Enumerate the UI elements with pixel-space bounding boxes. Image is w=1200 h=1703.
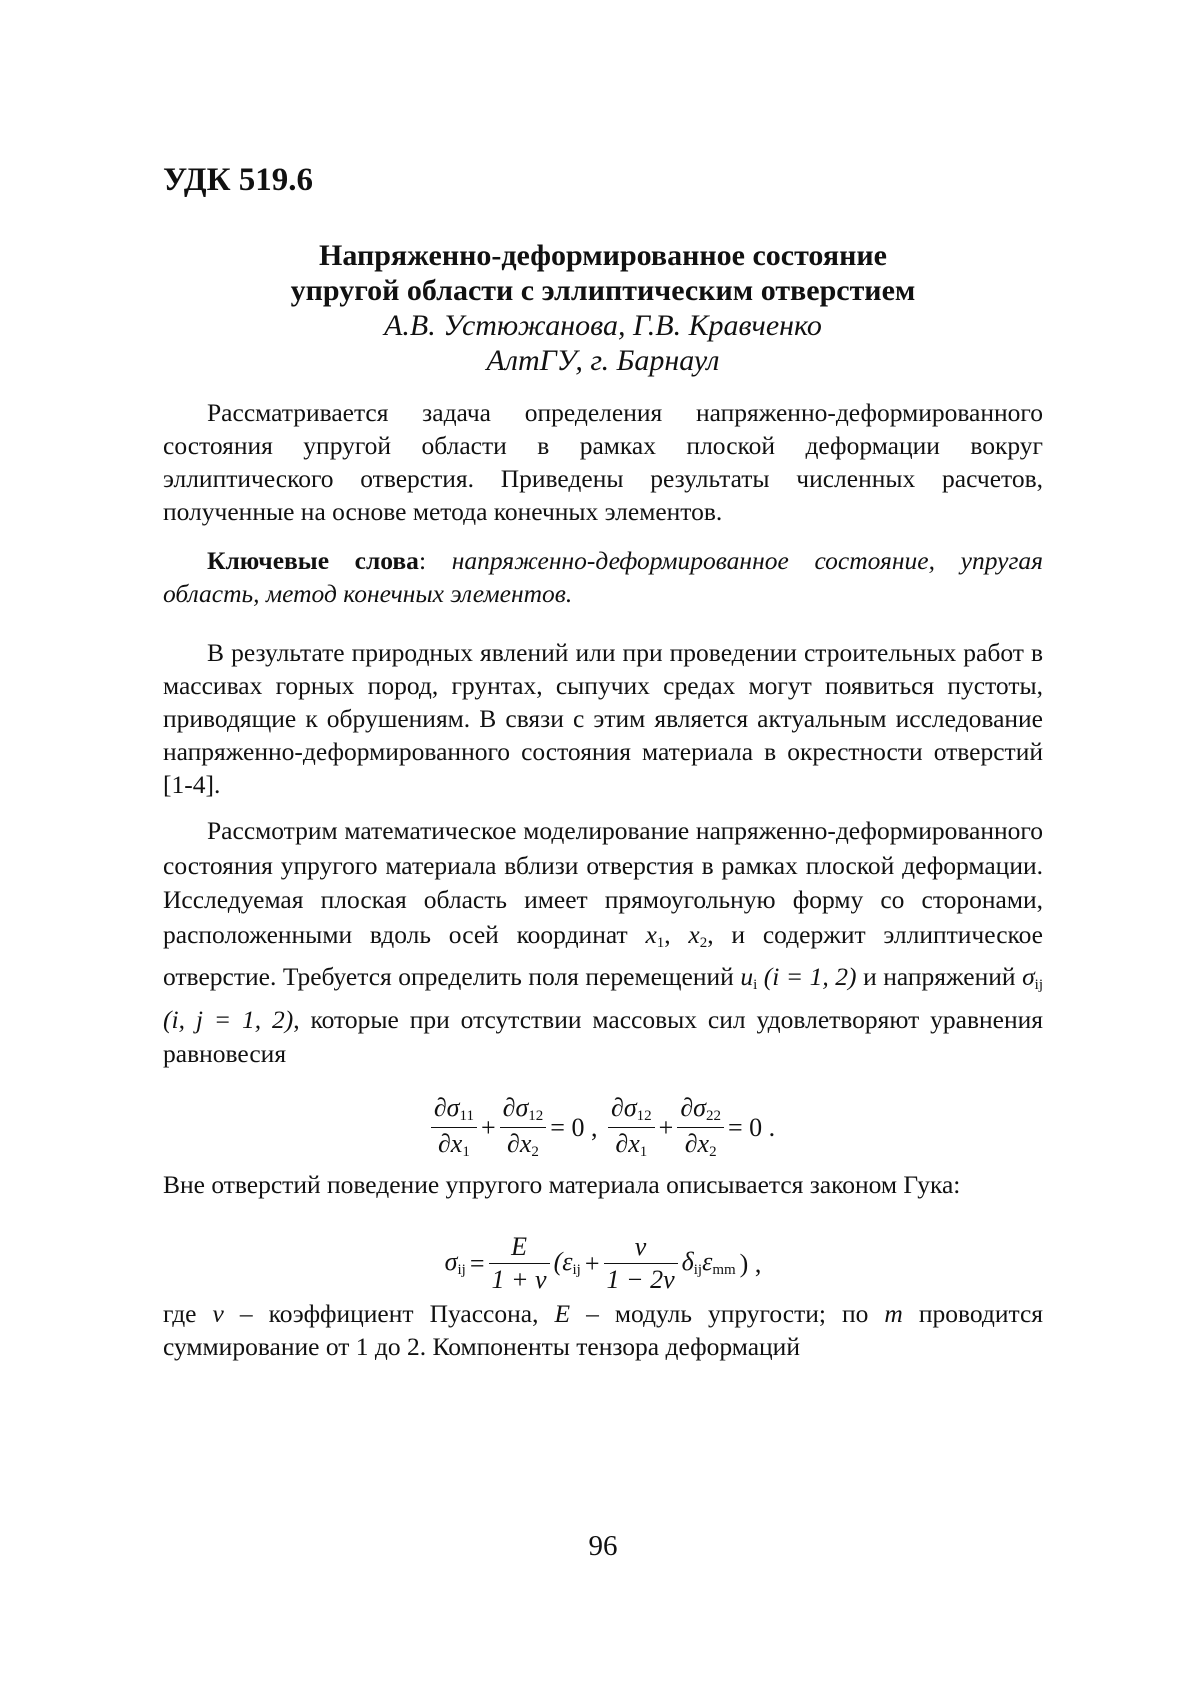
paragraph-3: Вне отверстий поведение упругого материала описывается законом Гука:	[163, 1170, 961, 1199]
math-x2: $x_2$	[688, 919, 708, 951]
plus-sign-2: +	[658, 1112, 674, 1142]
math-u-i: $u_i$	[740, 962, 758, 993]
keywords-label: Ключевые слова	[207, 546, 419, 575]
paragraph-2-text-a: Рассмотрим математическое моделирование напряженно-деформированного состояния упругого материала вблизи отверстия в рамках плоской деформации. Исследуемая плоская область имеет прямоугольную форму со сторонами, расположенными вдоль осей координат	[163, 816, 1043, 949]
title-line-2: упругой области с эллиптическим отверстием	[290, 274, 916, 307]
fraction-ds12-dx1: $\frac{\partial\sigma_{12}}{\partial x_1}$	[608, 1095, 655, 1160]
paragraph-4	[163, 1297, 1043, 1363]
udk-code: УДК 519.6	[163, 162, 314, 198]
math-nu: ν	[212, 1299, 224, 1328]
plus-sign-3: +	[584, 1248, 600, 1278]
delta-epsilon-term: $\delta_{ij}\varepsilon_{mm}$	[681, 1247, 736, 1278]
equals-sign: =	[469, 1248, 485, 1278]
math-ij-range: (i, j = 1, 2)	[163, 1004, 294, 1034]
paragraph-2-text-d: , которые при отсутствии массовых сил удовлетворяют уравнения равновесия	[163, 1004, 1043, 1068]
title-block	[163, 238, 1043, 378]
page	[163, 0, 1043, 1703]
fraction-E-over-1-plus-nu: $\frac{E}{1 + \nu}$	[489, 1234, 550, 1293]
paragraph-2-text-b: , и содержит эллиптическое отверстие. Требуется определить поля перемещений	[163, 919, 1043, 991]
math-m: m	[884, 1299, 903, 1328]
math-x1: $x_1$	[645, 919, 665, 951]
abstract: Рассматривается задача определения напряженно-деформированного состояния упругой области в рамках плоской деформации вокруг эллиптического отверстия. Приведены результаты численных расчетов, полученные на основе метода конечных элементов.	[163, 398, 1043, 526]
keywords-paragraph	[163, 544, 1043, 610]
paragraph-4-text-d: проводится суммирование от 1 до 2. Компоненты тензора деформаций	[163, 1299, 1044, 1361]
paragraph-1: В результате природных явлений или при проведении строительных работ в массивах горных пород, грунтах, сыпучих средах могут появиться пустоты, приводящие к обрушениям. В связи с этим является актуальным исследование напряженно-деформированного состояния материала в окрестности отверстий [1-4].	[163, 638, 1043, 799]
authors: А.В. Устюжанова, Г.В. Кравченко	[384, 309, 822, 342]
page-number: 96	[588, 1530, 618, 1562]
paragraph-4-text-b: – коэффициент Пуассона,	[239, 1299, 539, 1328]
math-sigma-ij: $\sigma_{ij}$	[1022, 962, 1044, 993]
hooke-law-equation	[163, 1234, 1043, 1293]
paragraph-2-text-c: и напряжений	[863, 962, 1016, 991]
fraction-ds22-dx2: $\frac{\partial\sigma_{22}}{\partial x_2}$	[677, 1095, 724, 1160]
sigma-ij-lhs: $\sigma_{ij}$	[444, 1247, 466, 1278]
math-E: E	[554, 1299, 571, 1328]
keywords-text: напряженно-деформированное состояние, упругая область, метод конечных элементов.	[163, 546, 1043, 608]
closing-paren: ) ,	[739, 1248, 762, 1278]
plus-sign: +	[480, 1112, 496, 1142]
affiliation: АлтГУ, г. Барнаул	[486, 344, 720, 377]
paragraph-4-text-a: где	[163, 1299, 197, 1328]
equilibrium-equations	[163, 1095, 1043, 1160]
keywords-colon: :	[418, 546, 427, 575]
math-i-range: (i = 1, 2)	[763, 962, 857, 991]
fraction-ds12-dx2: $\frac{\partial\sigma_{12}}{\partial x_2}$	[500, 1095, 547, 1160]
title-line-1: Напряженно-деформированное состояние	[319, 239, 887, 272]
equals-zero-1: = 0 ,	[550, 1112, 598, 1142]
fraction-ds11-dx1: $\frac{\partial\sigma_{11}}{\partial x_1}$	[431, 1095, 477, 1160]
epsilon-ij-term: ($\varepsilon_{ij}$	[553, 1247, 581, 1278]
paragraph-2: Рассмотрим математическое моделирование напряженно-деформированного состояния упругого материала вблизи отверстия в рамках плоской деформации. Исследуемая плоская область имеет прямоугольную форму со сторонами, расположенными вдоль осей координат $x_1$, $x_2$, и содержит эллиптическое отверстие. Требуется определить поля перемещений $u_i$ (i = 1, 2) и напряжений $\sigma_{ij}$ (i, j = 1, 2), которые при отсутствии массовых сил удовлетворяют уравнения равновесия	[163, 816, 1044, 1068]
equals-zero-2: = 0 .	[727, 1112, 776, 1142]
paragraph-4-text-c: – модуль упругости; по	[586, 1299, 869, 1328]
fraction-nu-over-1-minus-2nu: $\frac{\nu}{1 - 2\nu}$	[604, 1234, 678, 1293]
